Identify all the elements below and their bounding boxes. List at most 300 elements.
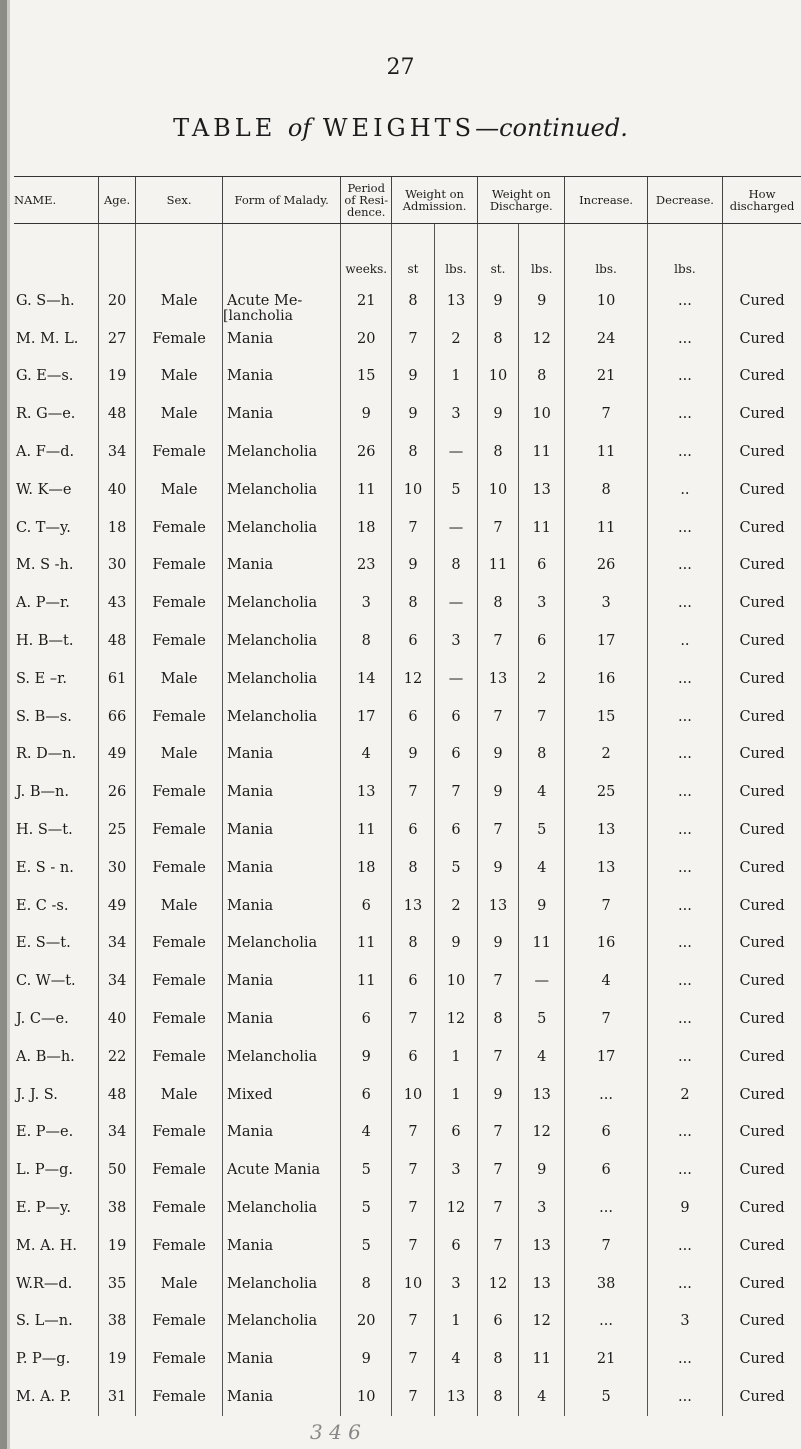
cell-adm-lbs: — (434, 660, 477, 698)
cell-adm-st: 9 (392, 547, 435, 585)
header-row (14, 177, 801, 224)
cell-how-discharged: Cured (723, 962, 801, 1000)
table-row (14, 1000, 801, 1038)
cell-period: 13 (341, 773, 392, 811)
cell-age: 34 (98, 962, 135, 1000)
cell-age: 19 (98, 1227, 135, 1265)
cell-how-discharged: Cured (723, 395, 801, 433)
cell-dis-lbs: 11 (518, 925, 565, 963)
cell-increase: 7 (565, 1000, 647, 1038)
cell-age: 25 (98, 811, 135, 849)
cell-sex: Male (136, 282, 223, 320)
cell-how-discharged: Cured (723, 547, 801, 585)
cell-age: 49 (98, 887, 135, 925)
cell-adm-lbs: 12 (434, 1189, 477, 1227)
cell-sex: Female (136, 1340, 223, 1378)
cell-malady: Melancholia (223, 1303, 341, 1341)
cell-period: 26 (341, 433, 392, 471)
cell-sex: Female (136, 1227, 223, 1265)
table-row (14, 1303, 801, 1341)
cell-adm-st: 7 (392, 1000, 435, 1038)
cell-increase: 26 (565, 547, 647, 585)
cell-name: M. A. P. (16, 1389, 72, 1405)
cell-period: 11 (341, 811, 392, 849)
cell-period: 5 (341, 1151, 392, 1189)
cell-dis-st: 9 (478, 282, 519, 320)
cell-decrease: ... (647, 962, 722, 1000)
cell-period: 21 (341, 282, 392, 320)
cell-period: 6 (341, 1076, 392, 1114)
cell-malady: Mania (223, 1227, 341, 1265)
cell-adm-lbs: 5 (434, 471, 477, 509)
cell-adm-lbs: 3 (434, 395, 477, 433)
table-row (14, 773, 801, 811)
cell-name: G. S—h. (16, 292, 75, 309)
cell-malady: Mania (223, 1378, 341, 1416)
cell-name: C. T—y. (16, 519, 71, 536)
cell-how-discharged: Cured (723, 887, 801, 925)
unit-cell (223, 224, 341, 283)
cell-increase: 11 (565, 433, 647, 471)
cell-increase: 13 (565, 811, 647, 849)
malady-text: Acute Me- (227, 292, 303, 309)
cell-dis-st: 9 (478, 773, 519, 811)
cell-sex: Female (136, 698, 223, 736)
cell-dis-lbs: 6 (518, 547, 565, 585)
cell-period: 11 (341, 925, 392, 963)
cell-dis-lbs: 5 (518, 1000, 565, 1038)
cell-how-discharged: Cured (723, 1038, 801, 1076)
cell-age: 43 (98, 584, 135, 622)
cell-dis-lbs: 9 (518, 1151, 565, 1189)
cell-adm-st: 6 (392, 962, 435, 1000)
cell-period: 8 (341, 1265, 392, 1303)
cell-dis-st: 12 (478, 1265, 519, 1303)
cell-dis-st: 13 (478, 887, 519, 925)
cell-increase: ... (565, 1303, 647, 1341)
cell-period: 5 (341, 1189, 392, 1227)
cell-adm-st: 10 (392, 1265, 435, 1303)
cell-period: 20 (341, 320, 392, 358)
cell-name: S. B—s. (16, 708, 72, 725)
cell-how-discharged: Cured (723, 509, 801, 547)
cell-malady: Mania (223, 1114, 341, 1152)
table-row (14, 660, 801, 698)
cell-dis-lbs: 9 (518, 887, 565, 925)
title-suffix: —continued. (475, 114, 628, 142)
unit-cell (14, 224, 98, 283)
table-row (14, 736, 801, 774)
cell-how-discharged: Cured (723, 660, 801, 698)
cell-decrease: ... (647, 1000, 722, 1038)
cell-malady: Melancholia (223, 584, 341, 622)
cell-increase: 6 (565, 1114, 647, 1152)
cell-dis-lbs: 4 (518, 773, 565, 811)
cell-sex: Male (136, 887, 223, 925)
cell-adm-lbs: 7 (434, 773, 477, 811)
cell-age: 30 (98, 849, 135, 887)
cell-increase: 3 (565, 584, 647, 622)
cell-dis-lbs: 11 (518, 433, 565, 471)
cell-decrease: ... (647, 1265, 722, 1303)
cell-how-discharged: Cured (723, 622, 801, 660)
cell-decrease: ... (647, 282, 722, 320)
cell-sex: Male (136, 395, 223, 433)
table-row (14, 698, 801, 736)
cell-how-discharged: Cured (723, 358, 801, 396)
title-word: WEIGHTS (322, 114, 476, 142)
cell-increase: 15 (565, 698, 647, 736)
cell-adm-lbs: 12 (434, 1000, 477, 1038)
cell-increase: 17 (565, 1038, 647, 1076)
cell-dis-lbs: 3 (518, 584, 565, 622)
unit-cell: st (392, 224, 435, 283)
cell-adm-st: 10 (392, 1076, 435, 1114)
cell-period: 18 (341, 509, 392, 547)
cell-name: A. B—h. (16, 1048, 75, 1065)
cell-malady: Mania (223, 811, 341, 849)
cell-malady: Melancholia (223, 471, 341, 509)
table-row (14, 320, 801, 358)
cell-malady: Mania (223, 887, 341, 925)
table-row (14, 887, 801, 925)
cell-dis-lbs: 2 (518, 660, 565, 698)
cell-how-discharged: Cured (723, 773, 801, 811)
cell-adm-lbs: 3 (434, 1265, 477, 1303)
cell-adm-st: 8 (392, 849, 435, 887)
unit-cell: lbs. (434, 224, 477, 283)
cell-name: E. C -s. (16, 897, 69, 914)
cell-name: M. M. L. (16, 330, 79, 347)
cell-dis-lbs: 11 (518, 1340, 565, 1378)
cell-dis-lbs: 12 (518, 320, 565, 358)
cell-adm-st: 9 (392, 358, 435, 396)
cell-adm-lbs: 13 (434, 1378, 477, 1416)
cell-increase: 21 (565, 358, 647, 396)
cell-adm-lbs: 1 (434, 1076, 477, 1114)
cell-dis-lbs: 4 (518, 849, 565, 887)
cell-decrease: ... (647, 660, 722, 698)
cell-period: 6 (341, 887, 392, 925)
header-weight-admission: Weight on Admission. (392, 177, 478, 224)
cell-period: 4 (341, 736, 392, 774)
header-how-discharged: How discharged (723, 177, 801, 224)
cell-dis-lbs: 13 (518, 1076, 565, 1114)
cell-malady: Melancholia (223, 925, 341, 963)
cell-dis-lbs: 12 (518, 1303, 565, 1341)
cell-age: 38 (98, 1303, 135, 1341)
cell-sex: Female (136, 962, 223, 1000)
cell-increase: 6 (565, 1151, 647, 1189)
cell-age: 38 (98, 1189, 135, 1227)
cell-sex: Female (136, 584, 223, 622)
cell-decrease: .. (647, 471, 722, 509)
cell-adm-lbs: 6 (434, 1114, 477, 1152)
cell-increase: 16 (565, 660, 647, 698)
cell-period: 17 (341, 698, 392, 736)
cell-name: R. D—n. (16, 746, 77, 763)
cell-age: 34 (98, 433, 135, 471)
cell-age: 20 (98, 282, 135, 320)
title-main: TABLE (173, 114, 277, 142)
table-row (14, 1038, 801, 1076)
cell-name: S. E –r. (16, 670, 68, 687)
cell-malady: Mania (223, 358, 341, 396)
cell-decrease: ... (647, 1378, 722, 1416)
cell-adm-lbs: — (434, 433, 477, 471)
cell-dis-lbs: 4 (518, 1378, 565, 1416)
page-number: 27 (386, 55, 415, 80)
cell-dis-st: 10 (478, 358, 519, 396)
cell-decrease: ... (647, 395, 722, 433)
cell-decrease: ... (647, 358, 722, 396)
cell-name: P. P—g. (16, 1351, 71, 1368)
cell-dis-lbs: 7 (518, 698, 565, 736)
table-row (14, 1189, 801, 1227)
cell-dis-lbs: 13 (518, 1227, 565, 1265)
cell-malady: Acute Mania (223, 1151, 341, 1189)
table-row (14, 1265, 801, 1303)
unit-cell: lbs. (565, 224, 647, 283)
cell-dis-lbs: 12 (518, 1114, 565, 1152)
cell-dis-st: 9 (478, 736, 519, 774)
cell-sex: Female (136, 1151, 223, 1189)
cell-malady: Melancholia (223, 660, 341, 698)
cell-decrease: ... (647, 736, 722, 774)
cell-how-discharged: Cured (723, 433, 801, 471)
cell-decrease: ... (647, 1227, 722, 1265)
cell-sex: Female (136, 547, 223, 585)
cell-decrease: 2 (647, 1076, 722, 1114)
cell-decrease: ... (647, 1340, 722, 1378)
cell-period: 10 (341, 1378, 392, 1416)
cell-adm-st: 7 (392, 1340, 435, 1378)
header-weight-discharge: Weight on Discharge. (478, 177, 565, 224)
cell-malady: Mania (223, 962, 341, 1000)
cell-name: G. E—s. (16, 368, 74, 385)
cell-age: 48 (98, 1076, 135, 1114)
cell-adm-st: 7 (392, 1114, 435, 1152)
cell-period: 15 (341, 358, 392, 396)
cell-dis-st: 9 (478, 925, 519, 963)
cell-age: 19 (98, 1340, 135, 1378)
cell-dis-st: 7 (478, 698, 519, 736)
cell-adm-lbs: 1 (434, 1038, 477, 1076)
cell-increase: 7 (565, 887, 647, 925)
cell-sex: Female (136, 1189, 223, 1227)
cell-adm-lbs: 6 (434, 736, 477, 774)
cell-name: J. J. S. (16, 1086, 58, 1103)
cell-decrease: 9 (647, 1189, 722, 1227)
cell-name: H. S—t. (16, 822, 73, 839)
cell-decrease: ... (647, 811, 722, 849)
cell-sex: Male (136, 471, 223, 509)
cell-period: 8 (341, 622, 392, 660)
table-row (14, 1076, 801, 1114)
cell-sex: Female (136, 320, 223, 358)
cell-malady: Mania (223, 1340, 341, 1378)
table-row (14, 547, 801, 585)
cell-age: 48 (98, 395, 135, 433)
cell-adm-lbs: 6 (434, 698, 477, 736)
header-increase: Increase. (565, 177, 647, 224)
cell-increase: 7 (565, 1227, 647, 1265)
cell-sex: Female (136, 925, 223, 963)
cell-adm-lbs: 1 (434, 1303, 477, 1341)
cell-adm-st: 9 (392, 736, 435, 774)
table-row (14, 925, 801, 963)
cell-increase: 10 (565, 282, 647, 320)
cell-sex: Male (136, 358, 223, 396)
cell-sex: Male (136, 1076, 223, 1114)
cell-adm-lbs: 6 (434, 1227, 477, 1265)
cell-how-discharged: Cured (723, 1076, 801, 1114)
cell-how-discharged: Cured (723, 1378, 801, 1416)
cell-dis-lbs: 9 (518, 282, 565, 320)
cell-name: M. A. H. (16, 1237, 78, 1254)
cell-adm-lbs: 3 (434, 1151, 477, 1189)
cell-how-discharged: Cured (723, 849, 801, 887)
cell-sex: Female (136, 1000, 223, 1038)
cell-decrease: ... (647, 320, 722, 358)
cell-sex: Male (136, 1265, 223, 1303)
cell-sex: Female (136, 1303, 223, 1341)
table-body (14, 224, 801, 1416)
cell-malady: Melancholia (223, 1265, 341, 1303)
unit-cell (723, 224, 801, 283)
cell-dis-lbs: — (518, 962, 565, 1000)
table-row (14, 395, 801, 433)
cell-increase: ... (565, 1076, 647, 1114)
unit-cell: st. (478, 224, 519, 283)
cell-dis-st: 6 (478, 1303, 519, 1341)
cell-adm-st: 10 (392, 471, 435, 509)
cell-dis-st: 7 (478, 1227, 519, 1265)
cell-adm-st: 7 (392, 1151, 435, 1189)
cell-name: E. S - n. (16, 859, 74, 876)
header-form: Form of Malady. (223, 177, 341, 224)
unit-cell (98, 224, 135, 283)
cell-period: 9 (341, 1038, 392, 1076)
cell-dis-st: 7 (478, 509, 519, 547)
cell-name: E. S—t. (16, 935, 71, 952)
cell-how-discharged: Cured (723, 584, 801, 622)
cell-period: 11 (341, 471, 392, 509)
cell-age: 35 (98, 1265, 135, 1303)
cell-malady: Mania (223, 320, 341, 358)
cell-decrease: ... (647, 925, 722, 963)
cell-how-discharged: Cured (723, 1000, 801, 1038)
cell-dis-lbs: 13 (518, 471, 565, 509)
cell-malady: Melancholia (223, 698, 341, 736)
cell-dis-st: 7 (478, 1189, 519, 1227)
cell-adm-st: 7 (392, 1189, 435, 1227)
cell-age: 61 (98, 660, 135, 698)
weights-table (14, 176, 801, 1416)
cell-adm-st: 7 (392, 1303, 435, 1341)
header-decrease: Decrease. (647, 177, 722, 224)
cell-malady: Mania (223, 773, 341, 811)
cell-age: 34 (98, 925, 135, 963)
cell-period: 18 (341, 849, 392, 887)
table-row (14, 282, 801, 320)
cell-malady: Mania (223, 395, 341, 433)
table-row (14, 811, 801, 849)
cell-name: A. F—d. (16, 444, 75, 461)
cell-how-discharged: Cured (723, 1265, 801, 1303)
cell-dis-lbs: 13 (518, 1265, 565, 1303)
cell-age: 19 (98, 358, 135, 396)
table-row (14, 1378, 801, 1416)
cell-period: 11 (341, 962, 392, 1000)
cell-increase: 11 (565, 509, 647, 547)
cell-how-discharged: Cured (723, 925, 801, 963)
malady-continuation: [lancholia (223, 308, 293, 324)
cell-dis-st: 7 (478, 1038, 519, 1076)
cell-adm-st: 8 (392, 282, 435, 320)
cell-dis-lbs: 10 (518, 395, 565, 433)
cell-how-discharged: Cured (723, 471, 801, 509)
cell-decrease: ... (647, 849, 722, 887)
cell-age: 22 (98, 1038, 135, 1076)
cell-dis-st: 13 (478, 660, 519, 698)
cell-how-discharged: Cured (723, 320, 801, 358)
cell-sex: Female (136, 773, 223, 811)
cell-decrease: ... (647, 584, 722, 622)
cell-adm-lbs: 13 (434, 282, 477, 320)
cell-malady: Melancholia (223, 1038, 341, 1076)
table-row (14, 509, 801, 547)
cell-age: 26 (98, 773, 135, 811)
cell-period: 5 (341, 1227, 392, 1265)
cell-age: 30 (98, 547, 135, 585)
cell-adm-lbs: 3 (434, 622, 477, 660)
cell-adm-st: 7 (392, 320, 435, 358)
cell-increase: ... (565, 1189, 647, 1227)
table-row (14, 1227, 801, 1265)
header-sex: Sex. (136, 177, 223, 224)
cell-name: M. S -h. (16, 557, 74, 574)
cell-sex: Female (136, 509, 223, 547)
cell-decrease: ... (647, 1114, 722, 1152)
cell-sex: Male (136, 660, 223, 698)
cell-adm-lbs: 9 (434, 925, 477, 963)
cell-adm-lbs: 5 (434, 849, 477, 887)
cell-dis-st: 8 (478, 320, 519, 358)
cell-increase: 4 (565, 962, 647, 1000)
cell-adm-lbs: 2 (434, 887, 477, 925)
cell-sex: Female (136, 1038, 223, 1076)
cell-adm-lbs: — (434, 509, 477, 547)
cell-how-discharged: Cured (723, 1340, 801, 1378)
cell-adm-st: 7 (392, 1227, 435, 1265)
cell-decrease: ... (647, 547, 722, 585)
cell-dis-lbs: 4 (518, 1038, 565, 1076)
cell-sex: Female (136, 811, 223, 849)
table-row (14, 358, 801, 396)
cell-name: E. P—e. (16, 1124, 74, 1141)
cell-adm-st: 6 (392, 1038, 435, 1076)
cell-sex: Female (136, 433, 223, 471)
cell-sex: Female (136, 1378, 223, 1416)
cell-adm-lbs: 4 (434, 1340, 477, 1378)
cell-name: A. P—r. (16, 595, 70, 612)
cell-age: 18 (98, 509, 135, 547)
cell-how-discharged: Cured (723, 1227, 801, 1265)
cell-sex: Female (136, 1114, 223, 1152)
cell-name: R. G—e. (16, 406, 76, 423)
cell-decrease: ... (647, 1038, 722, 1076)
